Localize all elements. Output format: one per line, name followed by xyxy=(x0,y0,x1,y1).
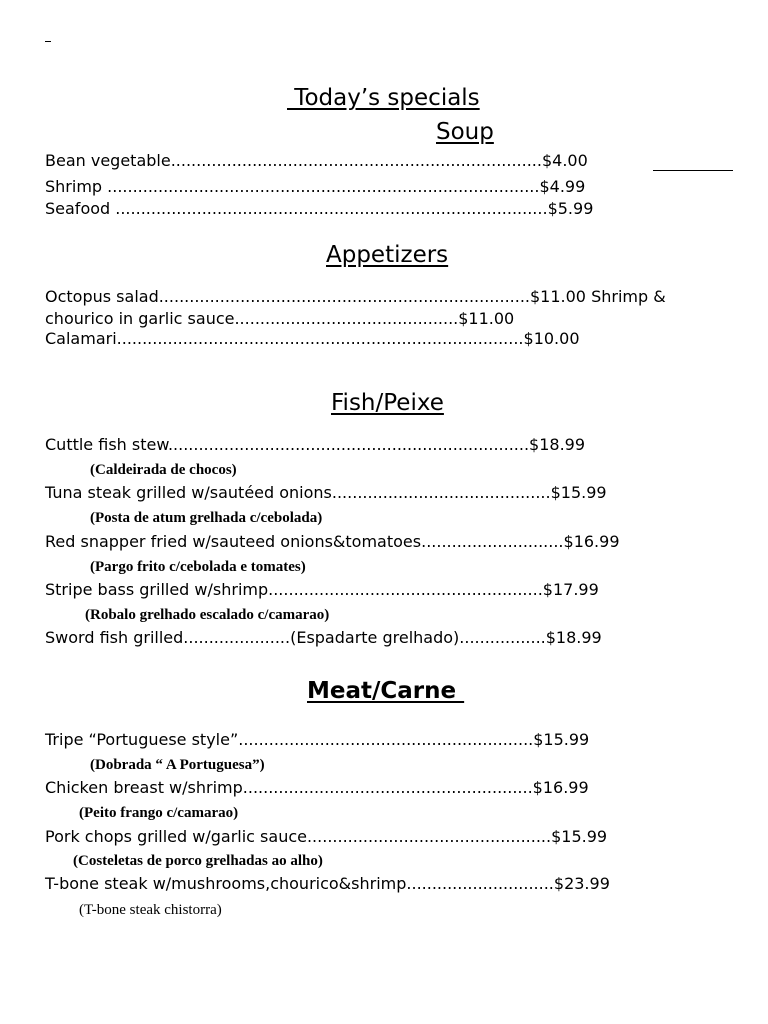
menu-item: Seafood .....................................................................................$5.99 xyxy=(45,199,594,218)
menu-item: Red snapper fried w/sauteed onions&tomatoes............................$16.99 xyxy=(45,532,620,551)
menu-item: T-bone steak w/mushrooms,chourico&shrimp.............................$23.99 xyxy=(45,874,610,893)
menu-item: Pork chops grilled w/garlic sauce................................................$15.99 xyxy=(45,827,608,846)
menu-item-translation: (T-bone steak chistorra) xyxy=(79,902,222,918)
menu-item: Tuna steak grilled w/sautéed onions...........................................$15.99 xyxy=(45,483,607,502)
menu-item: Shrimp .....................................................................................$4.99 xyxy=(45,177,586,196)
menu-item-translation: (Peito frango c/camarao) xyxy=(79,805,239,821)
menu-item: Cuttle fish stew.......................................................................$18.99 xyxy=(45,435,586,454)
menu-item: Calamari................................................................................$10.00 xyxy=(45,329,580,348)
fish-heading: Fish/Peixe xyxy=(331,390,444,416)
menu-item: Tripe “Portuguese style”..........................................................$15.99 xyxy=(45,730,590,749)
menu-item: Sword fish grilled.....................(Espadarte grelhado).................$18.99 xyxy=(45,628,602,647)
menu-item-translation: (Pargo frito c/cebolada e tomates) xyxy=(90,559,306,575)
menu-item-translation: (Costeletas de porco grelhadas ao alho) xyxy=(73,853,323,869)
menu-item-translation: (Dobrada “ A Portuguesa”) xyxy=(90,757,265,773)
menu-item-translation: (Caldeirada de chocos) xyxy=(90,462,237,478)
menu-item: Bean vegetable.........................................................................$4.00 xyxy=(45,151,588,170)
corner-mark xyxy=(45,41,51,42)
page-title: Today’s specials xyxy=(287,85,480,111)
menu-item: Octopus salad.........................................................................$11.00 Shrimp & xyxy=(45,287,666,306)
menu-item-translation: (Robalo grelhado escalado c/camarao) xyxy=(85,607,330,623)
divider-line xyxy=(653,170,733,171)
meat-heading: Meat/Carne xyxy=(307,678,465,704)
menu-item-translation: (Posta de atum grelhada c/cebolada) xyxy=(90,510,323,526)
menu-item: Stripe bass grilled w/shrimp......................................................$17.99 xyxy=(45,580,599,599)
menu-item: Chicken breast w/shrimp.........................................................$16.99 xyxy=(45,778,589,797)
menu-item: chourico in garlic sauce............................................$11.00 xyxy=(45,309,515,328)
soup-heading: Soup xyxy=(436,119,494,145)
appetizers-heading: Appetizers xyxy=(326,242,449,268)
